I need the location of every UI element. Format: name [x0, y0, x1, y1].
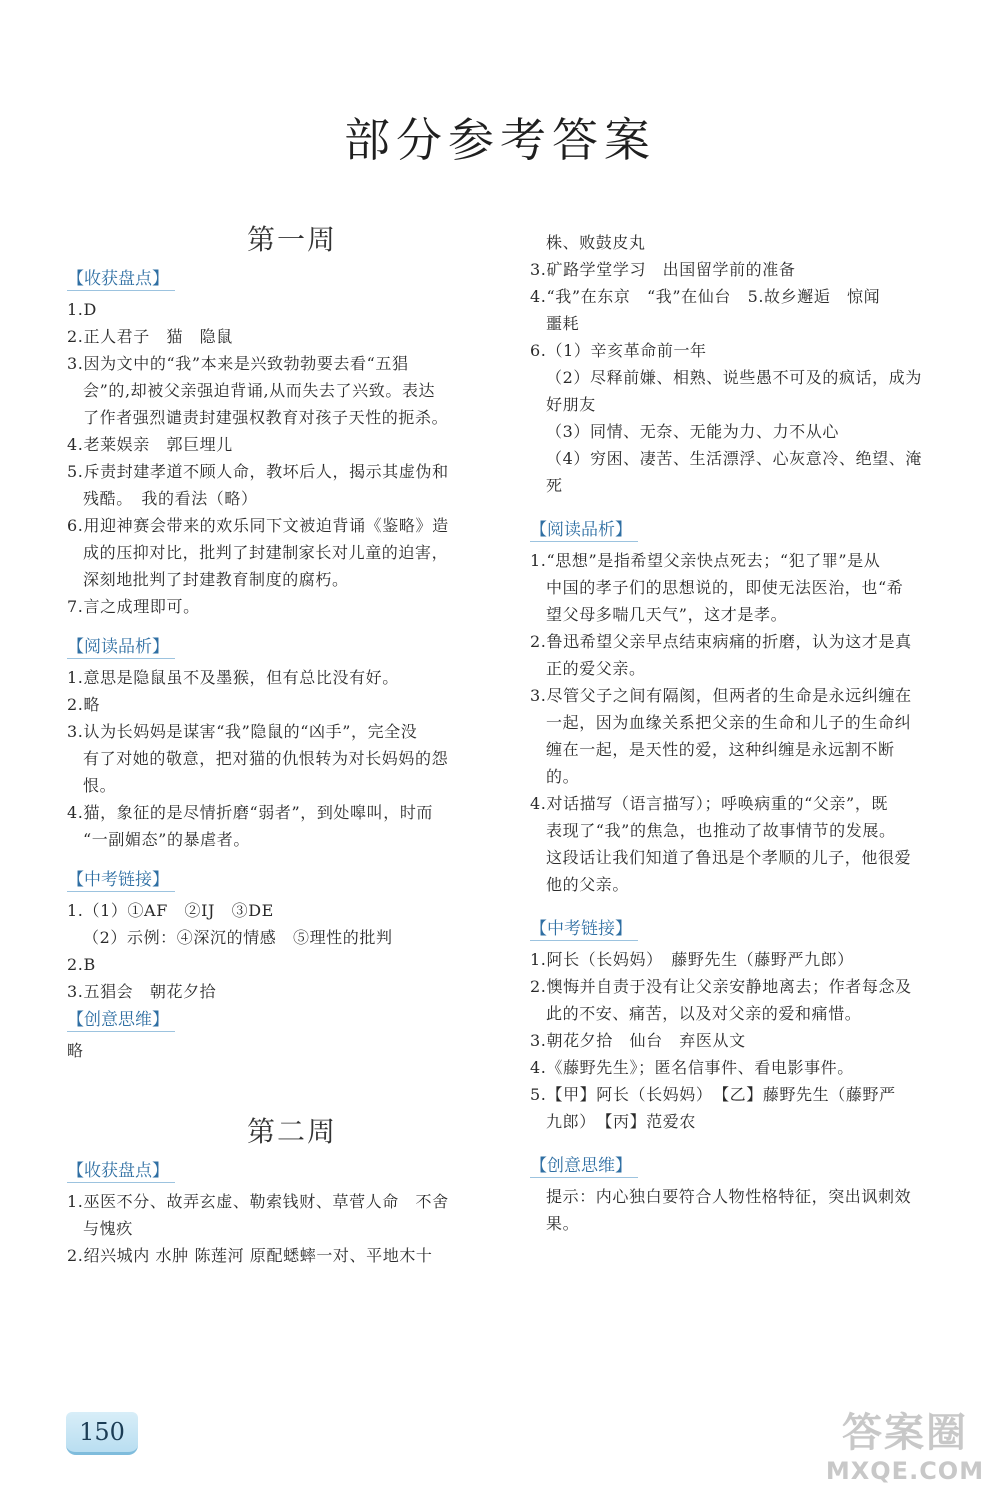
left-column	[67, 220, 497, 1285]
answer-line: 的。	[546, 767, 580, 786]
answer-line: 恨。	[83, 776, 117, 795]
answer-line: 成的压抑对比，批判了封建制家长对儿童的迫害，	[83, 543, 449, 562]
week2-reading-section	[530, 519, 960, 898]
answer-line: （2）尽释前嫌、相熟、说些愚不可及的疯话，成为	[546, 368, 922, 387]
answer-line: 这段话让我们知道了鲁迅是个孝顺的儿子，他很爱	[546, 848, 912, 867]
page-title: 部分参考答案	[344, 113, 656, 167]
week1-reading-section	[67, 636, 497, 853]
section-heading-exam: 【中考链接】	[67, 869, 175, 892]
section-heading-creative: 【创意思维】	[530, 1155, 638, 1178]
answer-line: 死	[546, 476, 563, 495]
answer-line: 1.“思想”是指希望父亲快点死去；“犯了罪”是从	[530, 551, 881, 570]
section-heading-creative: 【创意思维】	[67, 1009, 175, 1032]
answer-line: 一起，因为血缘关系把父亲的生命和儿子的生命纠	[546, 713, 912, 732]
week1-harvest-section	[67, 268, 497, 620]
answer-line: 此的不安、痛苦，以及对父亲的爱和痛惜。	[546, 1004, 862, 1023]
answer-line: “一副媚态”的暴虐者。	[83, 830, 250, 849]
answer-line: 4.对话描写（语言描写）；呼唤病重的“父亲”，既	[530, 794, 889, 813]
answer-line: 4.《藤野先生》；匿名信事件、看电影事件。	[530, 1058, 854, 1077]
answer-line: 缠在一起，是天性的爱，这种纠缠是永远割不断	[546, 740, 895, 759]
answer-line: 1.D	[67, 300, 97, 319]
week1-title: 第一周	[246, 223, 337, 256]
answer-line: 5.斥责封建孝道不顾人命，教坏后人，揭示其虚伪和	[67, 462, 449, 481]
week2-harvest-continued	[530, 229, 960, 499]
section-heading-harvest: 【收获盘点】	[67, 268, 175, 291]
answer-line: 有了对她的敬意，把对猫的仇恨转为对长妈妈的怨	[83, 749, 449, 768]
section-heading-reading: 【阅读品析】	[67, 636, 175, 659]
answer-line: 提示：内心独白要符合人物性格特征，突出讽刺效	[546, 1187, 912, 1206]
right-column	[530, 229, 960, 1253]
week2-creative-section	[530, 1155, 960, 1237]
week2-exam-section	[530, 918, 960, 1135]
answer-line: （2）示例：④深沉的情感 ⑤理性的批判	[83, 928, 393, 947]
answer-line: 深刻地批判了封建教育制度的腐朽。	[83, 570, 349, 589]
week2-title: 第二周	[246, 1115, 337, 1148]
week2-harvest-section	[67, 1160, 497, 1269]
answer-line: 九郎） 【丙】范爱农	[546, 1112, 697, 1131]
answer-line: 7.言之成理即可。	[67, 597, 200, 616]
answer-line: 4.猫，象征的是尽情折磨“弱者”，到处嗥叫，时而	[67, 803, 434, 822]
answer-line: 2.略	[67, 695, 101, 714]
section-heading-reading: 【阅读品析】	[530, 519, 638, 542]
week1-exam-section	[67, 869, 497, 1005]
section-heading-harvest: 【收获盘点】	[67, 1160, 175, 1183]
answer-line: 1.阿长（长妈妈） 藤野先生（藤野严九郎）	[530, 950, 854, 969]
answer-line: 2.懊悔并自责于没有让父亲安静地离去；作者每念及	[530, 977, 912, 996]
answer-line: 好朋友	[546, 395, 596, 414]
answer-line: 3.尽管父子之间有隔阂，但两者的生命是永远纠缠在	[530, 686, 912, 705]
answer-line: 3.矿路学堂学习 出国留学前的准备	[530, 260, 796, 279]
answer-line: （4）穷困、凄苦、生活漂浮、心灰意冷、绝望、淹	[546, 449, 922, 468]
answer-line: 4.老莱娱亲 郭巨埋儿	[67, 435, 233, 454]
answer-line: 4.“我”在东京 “我”在仙台 5.故乡邂逅 惊闻	[530, 287, 881, 306]
answer-line: 与愧疚	[83, 1219, 133, 1238]
answer-line: 1.巫医不分、故弄玄虚、勒索钱财、草菅人命 不舍	[67, 1192, 449, 1211]
answer-line: 2.正人君子 猫 隐鼠	[67, 327, 233, 346]
answer-line: 6.用迎神赛会带来的欢乐同下文被迫背诵《鉴略》造	[67, 516, 449, 535]
answer-line: 1.（1）①AF ②IJ ③DE	[67, 901, 274, 920]
answer-line: 5.【甲】阿长（长妈妈） 【乙】藤野先生（藤野严	[530, 1085, 896, 1104]
answer-line: 2.绍兴城内 水肿 陈莲河 原配蟋蟀一对、平地木十	[67, 1246, 433, 1265]
answer-line: 正的爱父亲。	[546, 659, 646, 678]
answer-line: 果。	[546, 1214, 580, 1233]
answer-line: 中国的孝子们的思想说的，即使无法医治，也“希	[546, 578, 904, 597]
answer-line: 略	[67, 1041, 84, 1060]
section-heading-exam: 【中考链接】	[530, 918, 638, 941]
answer-line: 残酷。 我的看法（略）	[83, 489, 258, 508]
answer-line: 噩耗	[546, 314, 580, 333]
watermark	[820, 1408, 990, 1488]
answer-line: 了作者强烈谴责封建强权教育对孩子天性的扼杀。	[83, 408, 449, 427]
watermark-mark: 答案圈	[842, 1410, 968, 1456]
answer-line: 3.朝花夕拾 仙台 弃医从文	[530, 1031, 746, 1050]
answer-line: 1.意思是隐鼠虽不及墨猴，但有总比没有好。	[67, 668, 399, 687]
answer-line: 6.（1）辛亥革命前一年	[530, 341, 707, 360]
answer-line: 3.认为长妈妈是谋害“我”隐鼠的“凶手”，完全没	[67, 722, 418, 741]
answer-line: 2.B	[67, 955, 96, 974]
answer-line: 表现了“我”的焦急，也推动了故事情节的发展。	[546, 821, 896, 840]
week1-creative-section	[67, 1009, 497, 1064]
answer-line: 2.鲁迅希望父亲早点结束病痛的折磨，认为这才是真	[530, 632, 912, 651]
answer-line: 3.因为文中的“我”本来是兴致勃勃要去看“五猖	[67, 354, 409, 373]
answer-line: （3）同情、无奈、无能为力、力不从心	[546, 422, 839, 441]
page-number: 150	[66, 1412, 138, 1455]
answer-line: 株、败鼓皮丸	[546, 233, 646, 252]
answer-line: 他的父亲。	[546, 875, 630, 894]
answer-line: 会”的,却被父亲强迫背诵,从而失去了兴致。表达	[83, 381, 436, 400]
watermark-url: MXQE.COM	[825, 1457, 985, 1485]
answer-line: 3.五猖会 朝花夕拾	[67, 982, 217, 1001]
answer-line: 望父母多喘几天气”，这才是孝。	[546, 605, 788, 624]
